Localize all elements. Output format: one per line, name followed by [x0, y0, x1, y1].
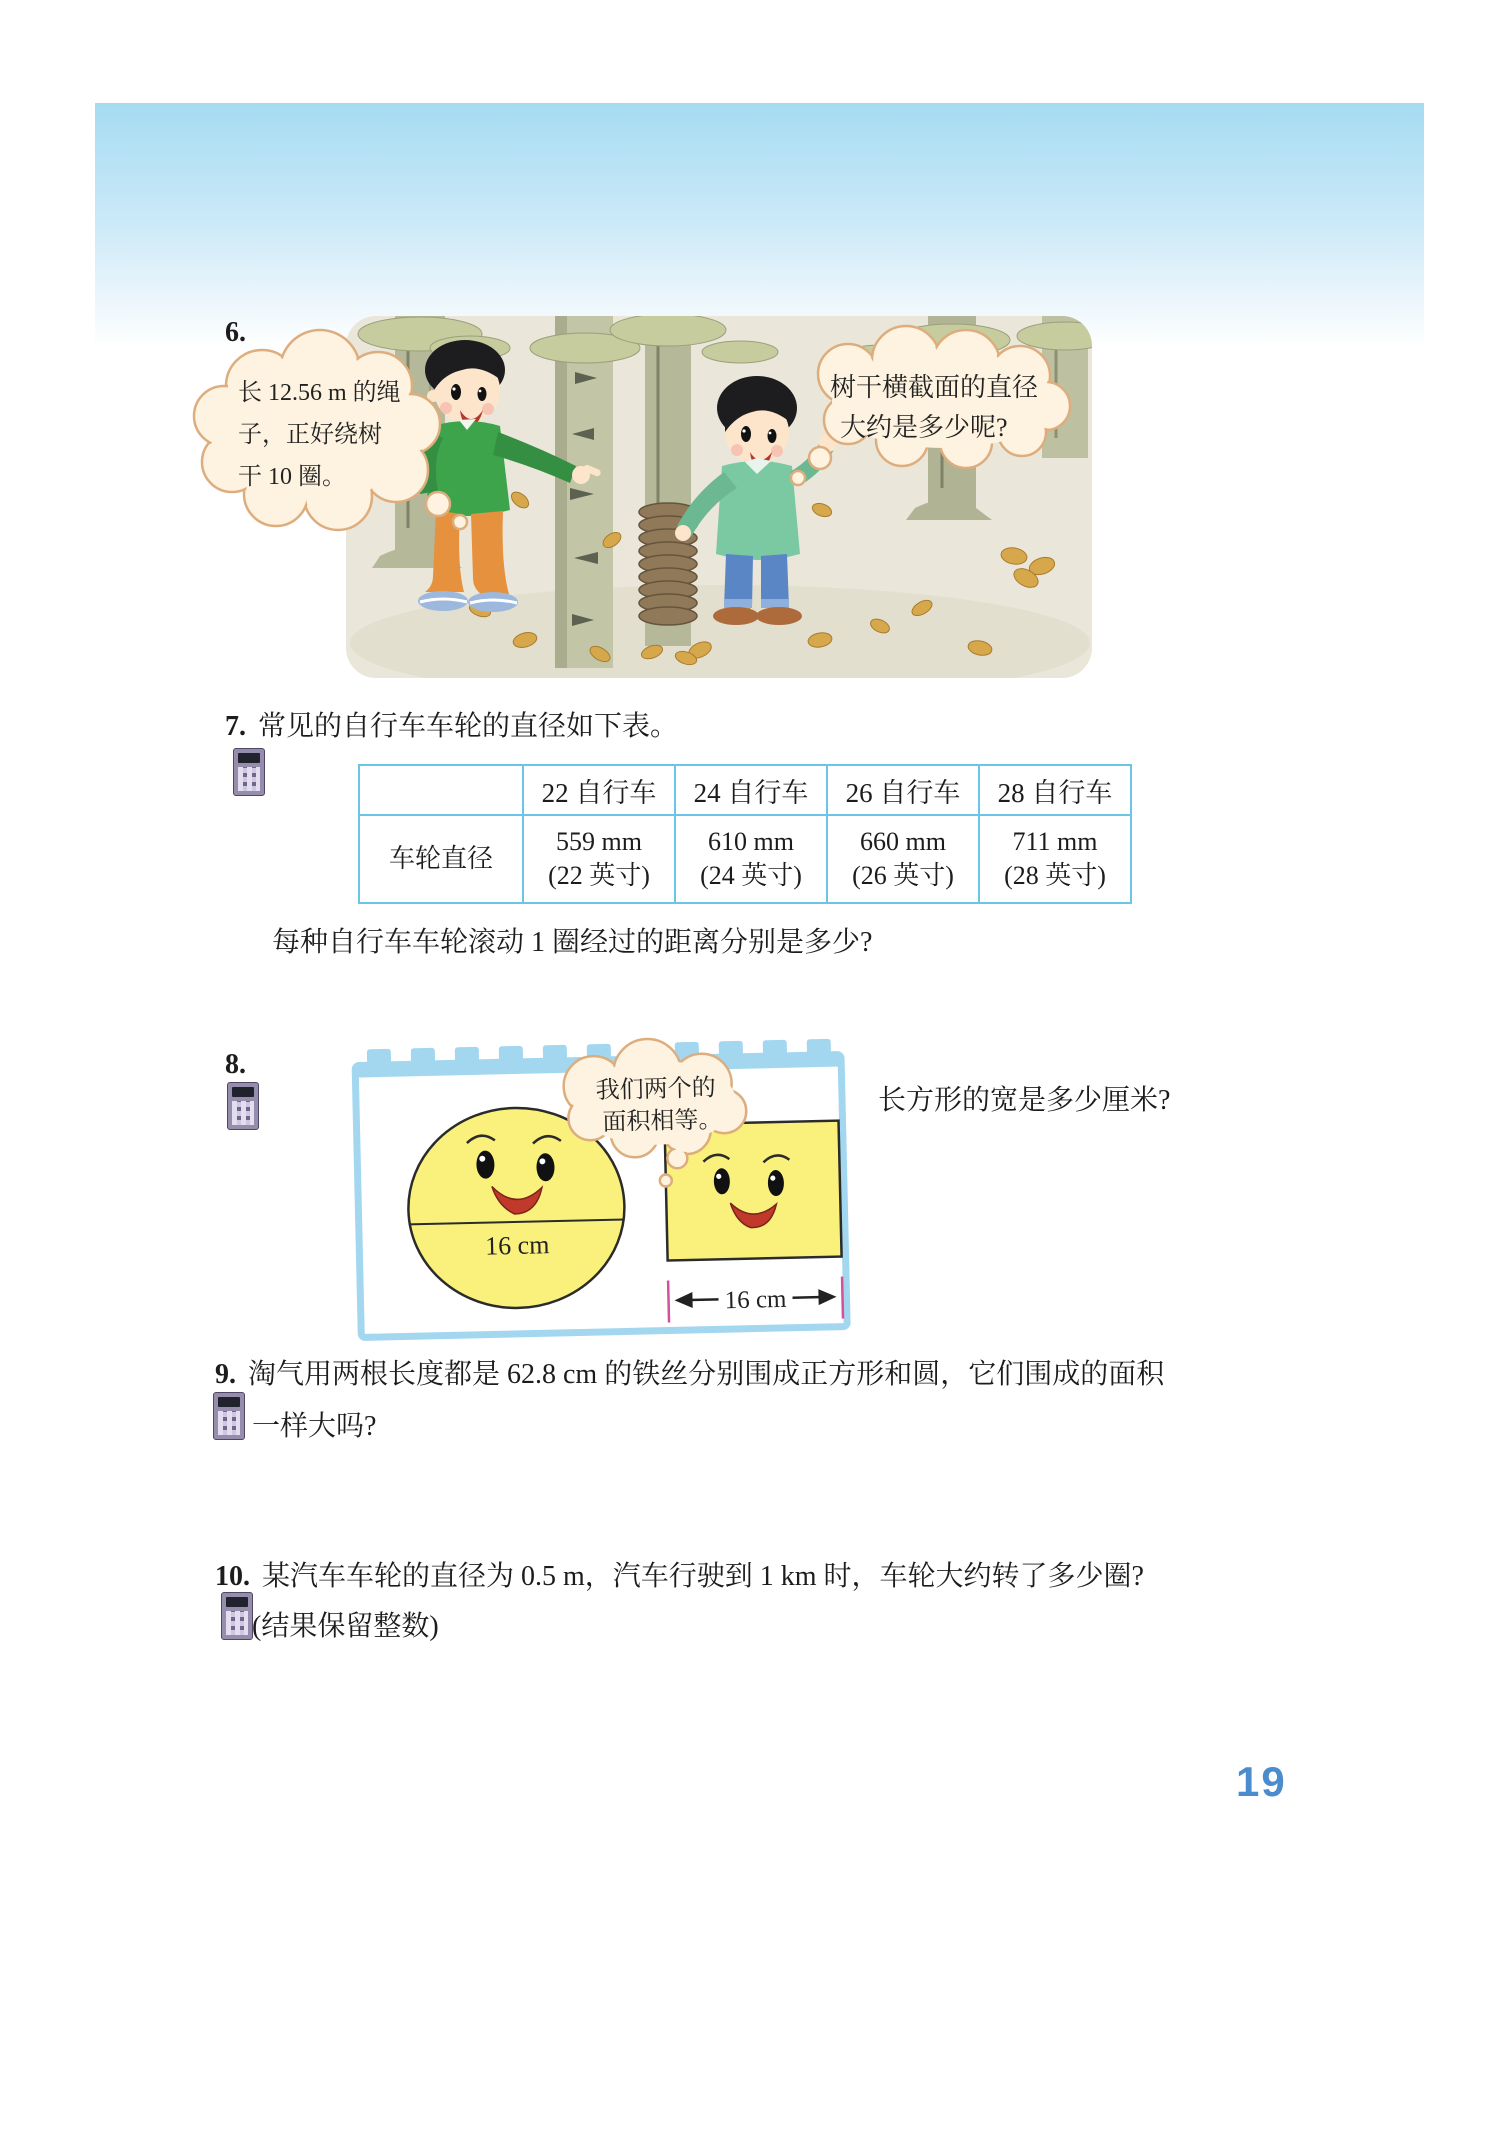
table-cell	[675, 815, 827, 903]
inch-value: (26 英寸)	[852, 861, 954, 890]
svg-text:面积相等。: 面积相等。	[602, 1107, 723, 1136]
bicycle-wheel-table	[358, 764, 1132, 904]
inch-value: (24 英寸)	[700, 861, 802, 890]
problem-9-label: 9.	[215, 1359, 236, 1390]
problem-10-line1	[215, 1558, 1144, 1596]
svg-text:树干横截面的直径: 树干横截面的直径	[830, 373, 1039, 402]
svg-text:大约是多少呢?: 大约是多少呢?	[840, 413, 1008, 442]
inch-value: (22 英寸)	[548, 861, 650, 890]
table-corner-cell	[359, 765, 523, 815]
table-cell	[523, 815, 675, 903]
table-cell	[827, 815, 979, 903]
problem-8-illustration	[345, 1028, 860, 1349]
problem-10-text1: 某汽车车轮的直径为 0.5 m，汽车行驶到 1 km 时，车轮大约转了多少圈?	[262, 1561, 1144, 1592]
table-col-header: 24 自行车	[675, 765, 827, 815]
diameter-value: 610 mm	[708, 827, 794, 857]
circle-diameter-label: 16 cm	[484, 1230, 550, 1261]
diameter-value: 559 mm	[556, 827, 642, 857]
table-col-header: 28 自行车	[979, 765, 1131, 815]
problem-7-label: 7.	[225, 711, 246, 742]
problem-6-label: 6.	[225, 317, 246, 348]
svg-text:我们两个的: 我们两个的	[595, 1075, 717, 1105]
calculator-icon	[221, 1592, 253, 1640]
table-col-header: 26 自行车	[827, 765, 979, 815]
problem-8-label: 8.	[225, 1049, 246, 1080]
diameter-value: 660 mm	[860, 827, 946, 857]
calculator-icon	[233, 748, 265, 796]
calculator-icon	[227, 1082, 259, 1130]
problem-9-text1: 淘气用两根长度都是 62.8 cm 的铁丝分别围成正方形和圆，它们围成的面积	[248, 1359, 1165, 1390]
table-col-header: 22 自行车	[523, 765, 675, 815]
problem-6-illustration	[180, 308, 1100, 693]
tree-trunk-icon	[555, 316, 613, 668]
diameter-value: 711 mm	[1012, 827, 1098, 857]
svg-text:长 12.56 m 的绳: 长 12.56 m 的绳	[238, 380, 401, 406]
calculator-icon	[213, 1392, 245, 1440]
problem-7-intro	[225, 708, 678, 746]
page-number: 19	[1236, 1758, 1287, 1805]
problem-7-question: 每种自行车车轮滚动 1 圈经过的距离分别是多少?	[272, 927, 873, 958]
table-row-label: 车轮直径	[359, 815, 523, 903]
svg-text:干 10 圈。: 干 10 圈。	[238, 464, 346, 490]
problem-8-question: 长方形的宽是多少厘米?	[878, 1085, 1171, 1116]
svg-text:子，正好绕树: 子，正好绕树	[238, 422, 382, 448]
problem-10-label: 10.	[215, 1561, 250, 1592]
problem-7-text: 常见的自行车车轮的直径如下表。	[258, 711, 679, 742]
inch-value: (28 英寸)	[1004, 861, 1106, 890]
table-cell	[979, 815, 1131, 903]
problem-10-line2: (结果保留整数)	[252, 1611, 439, 1642]
rope-wrapped-tree	[639, 316, 697, 646]
problem-9-line2: 一样大吗?	[252, 1411, 377, 1442]
rect-width-label: 16 cm	[724, 1285, 787, 1315]
problem-9-line1	[215, 1356, 1164, 1394]
